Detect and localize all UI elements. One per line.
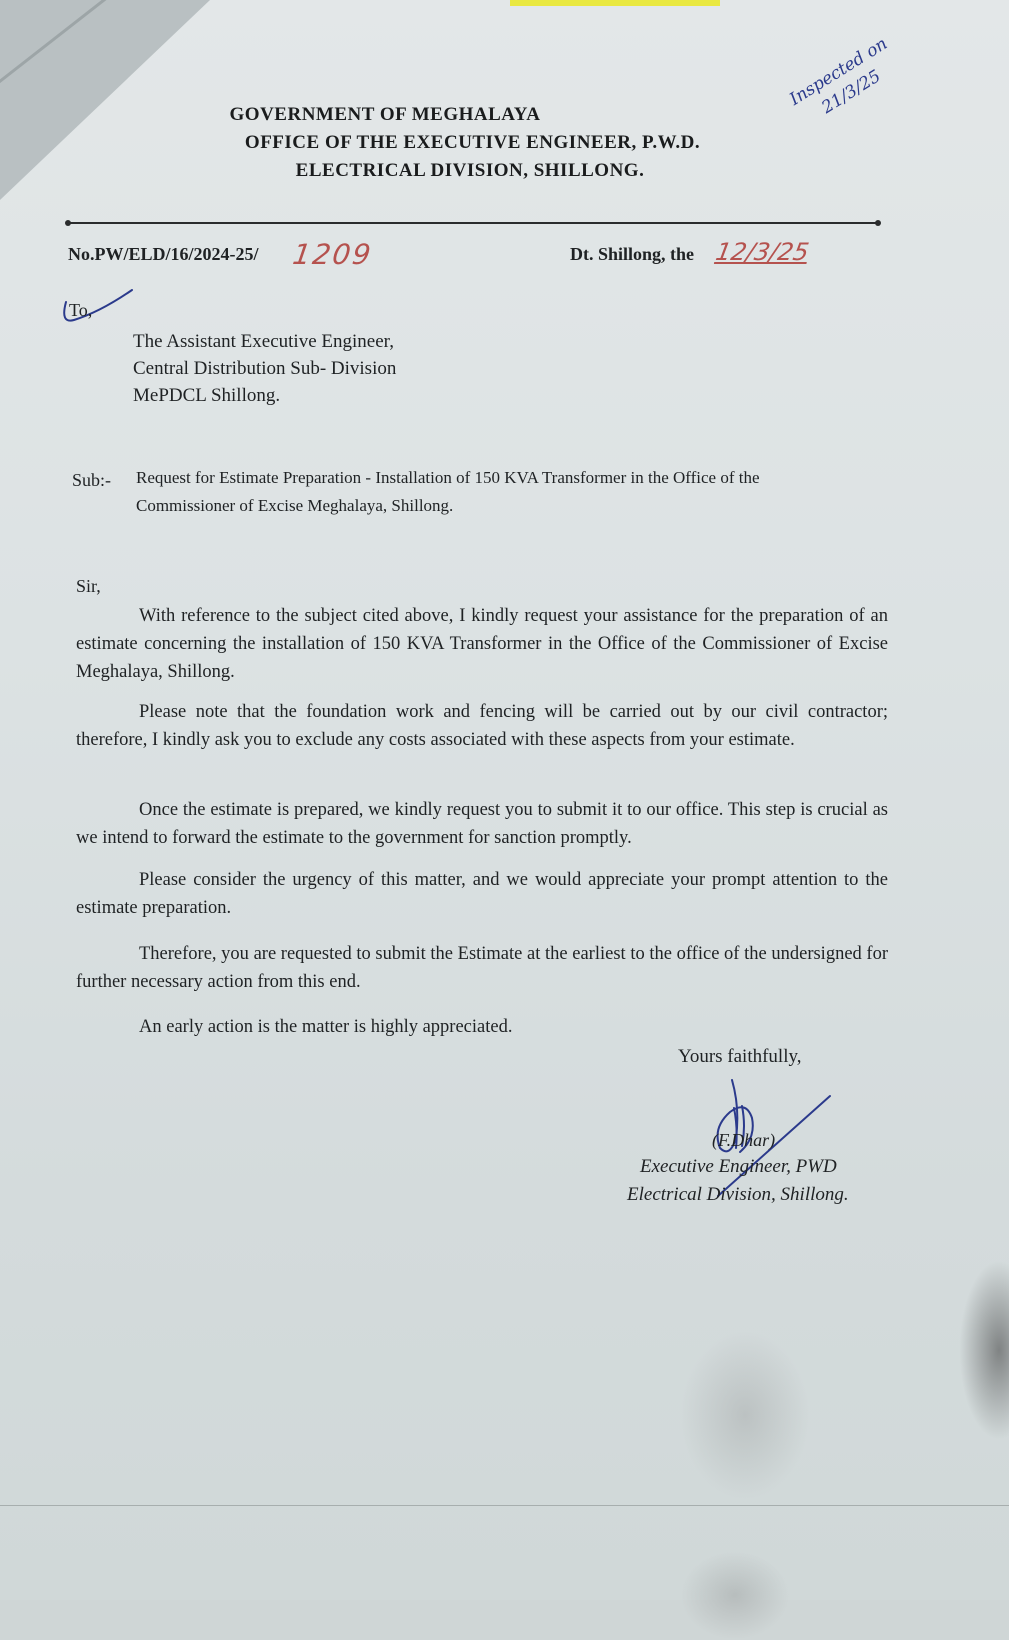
reference-number: No.PW/ELD/16/2024-25/ <box>68 244 259 264</box>
date-label: Dt. Shillong, the <box>570 244 695 264</box>
letterhead-division: ELECTRICAL DIVISION, SHILLONG. <box>295 160 645 181</box>
letterhead-office: OFFICE OF THE EXECUTIVE ENGINEER, P.W.D. <box>244 132 701 153</box>
inspected-on-annotation: Inspected on 21/3/25 <box>786 33 892 119</box>
body-paragraph: Therefore, you are requested to submit the Estimate at the earliest to the office of the undersigned for further necessary action from this end. <box>76 944 888 992</box>
to-label: To, <box>69 300 93 320</box>
subject-label: Sub:- <box>72 470 112 490</box>
paper-crease <box>0 1505 1009 1506</box>
recipient-line: The Assistant Executive Engineer, <box>133 331 394 352</box>
stain <box>680 1550 790 1640</box>
date-handwritten: 12/3/25 <box>713 238 811 266</box>
recipient-line: Central Distribution Sub- Division <box>133 358 397 379</box>
yellow-sticky-tab <box>510 0 720 6</box>
body-paragraph: Once the estimate is prepared, we kindly request you to submit it to our office. This step is crucial as we intend to forward the estimate to the government for sanction promptly. <box>76 800 888 848</box>
reference-number-handwritten: 1209 <box>290 238 375 271</box>
folded-corner <box>0 0 210 200</box>
header-divider <box>68 222 878 224</box>
signatory-designation: Executive Engineer, PWD <box>640 1156 837 1177</box>
stain <box>680 1330 810 1500</box>
closing-line: An early action is the matter is highly appreciated. <box>139 1017 513 1037</box>
letterhead-government: GOVERNMENT OF MEGHALAYA <box>229 104 541 125</box>
recipient-line: MePDCL Shillong. <box>133 385 281 406</box>
signatory-name: (F.Dhar) <box>712 1130 776 1150</box>
signatory-division: Electrical Division, Shillong. <box>627 1184 849 1205</box>
subject-text: Request for Estimate Preparation - Installation of 150 KVA Transformer in the Office of the Commissioner of Excise Meghalaya, Shillong. <box>136 468 760 515</box>
thumb-smudge <box>959 1260 1009 1440</box>
body-paragraph: With reference to the subject cited above, I kindly request your assistance for the preparation of an estimate concerning the installation of 150 KVA Transformer in the Office of the Commissioner of Excise Meghalaya, Shillong. <box>76 606 888 682</box>
salutation: Sir, <box>76 576 101 596</box>
valediction: Yours faithfully, <box>678 1046 802 1067</box>
body-paragraph: Please consider the urgency of this matter, and we would appreciate your prompt attention to the estimate preparation. <box>76 870 888 918</box>
body-paragraph: Please note that the foundation work and fencing will be carried out by our civil contractor; therefore, I kindly ask you to exclude any costs associated with these aspects from your estimate. <box>76 702 888 750</box>
